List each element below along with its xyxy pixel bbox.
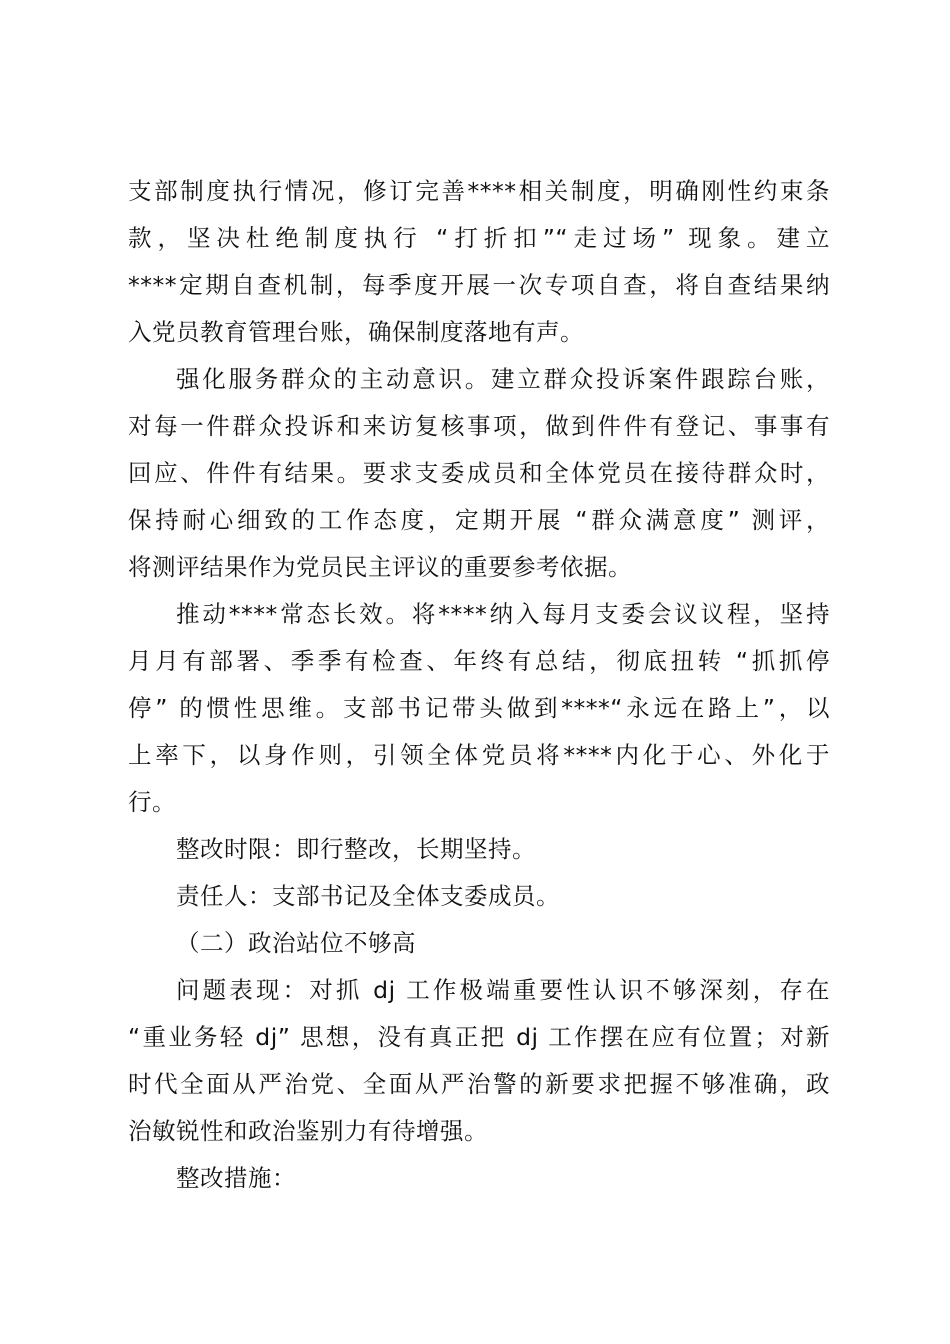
text-line: 支部制度执行情况，修订完善****相关制度，明确刚性约束条 bbox=[128, 177, 830, 205]
text-line: 强化服务群众的主动意识。建立群众投诉案件跟踪台账， bbox=[176, 365, 830, 393]
text-line: 回应、件件有结果。要求支委成员和全体党员在接待群众时， bbox=[128, 459, 830, 487]
section-heading-2 bbox=[128, 920, 830, 967]
paragraph-4-deadline bbox=[128, 826, 830, 873]
text-line: “重业务轻 dj” 思想，没有真正把 dj 工作摆在应有位置；对新 bbox=[128, 1023, 830, 1051]
paragraph-8-measures bbox=[128, 1155, 830, 1202]
text-line: 治敏锐性和政治鉴别力有待增强。 bbox=[128, 1117, 488, 1145]
text-line: 上率下，以身作则，引领全体党员将****内化于心、外化于 bbox=[128, 741, 830, 769]
text-line: 对每一件群众投诉和来访复核事项，做到件件有登记、事事有 bbox=[128, 412, 830, 440]
text-line: 时代全面从严治党、全面从严治警的新要求把握不够准确，政 bbox=[128, 1070, 830, 1098]
text-line: 推动****常态长效。将****纳入每月支委会议议程，坚持 bbox=[176, 600, 830, 628]
paragraph-3 bbox=[128, 591, 830, 826]
paragraph-1 bbox=[128, 168, 830, 356]
paragraph-2 bbox=[128, 356, 830, 591]
text-line: 入党员教育管理台账，确保制度落地有声。 bbox=[128, 318, 584, 346]
text-line: 将测评结果作为党员民主评议的重要参考依据。 bbox=[128, 553, 632, 581]
text-line: 保持耐心细致的工作态度，定期开展 “群众满意度” 测评， bbox=[128, 506, 830, 534]
text-line: 整改措施： bbox=[176, 1164, 296, 1192]
paragraph-5-responsible bbox=[128, 873, 830, 920]
text-line: 停” 的惯性思维。支部书记带头做到****“永远在路上”，以 bbox=[128, 694, 830, 722]
section-heading-text: （二）政治站位不够高 bbox=[176, 929, 416, 957]
paragraph-7-problem bbox=[128, 967, 830, 1155]
document-body bbox=[128, 168, 830, 1202]
text-line: 问题表现：对抓 dj 工作极端重要性认识不够深刻，存在 bbox=[176, 976, 830, 1004]
text-line: 整改时限：即行整改，长期坚持。 bbox=[176, 835, 536, 863]
text-line: ****定期自查机制，每季度开展一次专项自查，将自查结果纳 bbox=[128, 271, 830, 299]
text-line: 责任人：支部书记及全体支委成员。 bbox=[176, 882, 560, 910]
text-line: 行。 bbox=[128, 788, 176, 816]
text-line: 款，坚决杜绝制度执行 “打折扣”“走过场” 现象。建立 bbox=[128, 224, 830, 252]
text-line: 月月有部署、季季有检查、年终有总结，彻底扭转 “抓抓停 bbox=[128, 647, 830, 675]
